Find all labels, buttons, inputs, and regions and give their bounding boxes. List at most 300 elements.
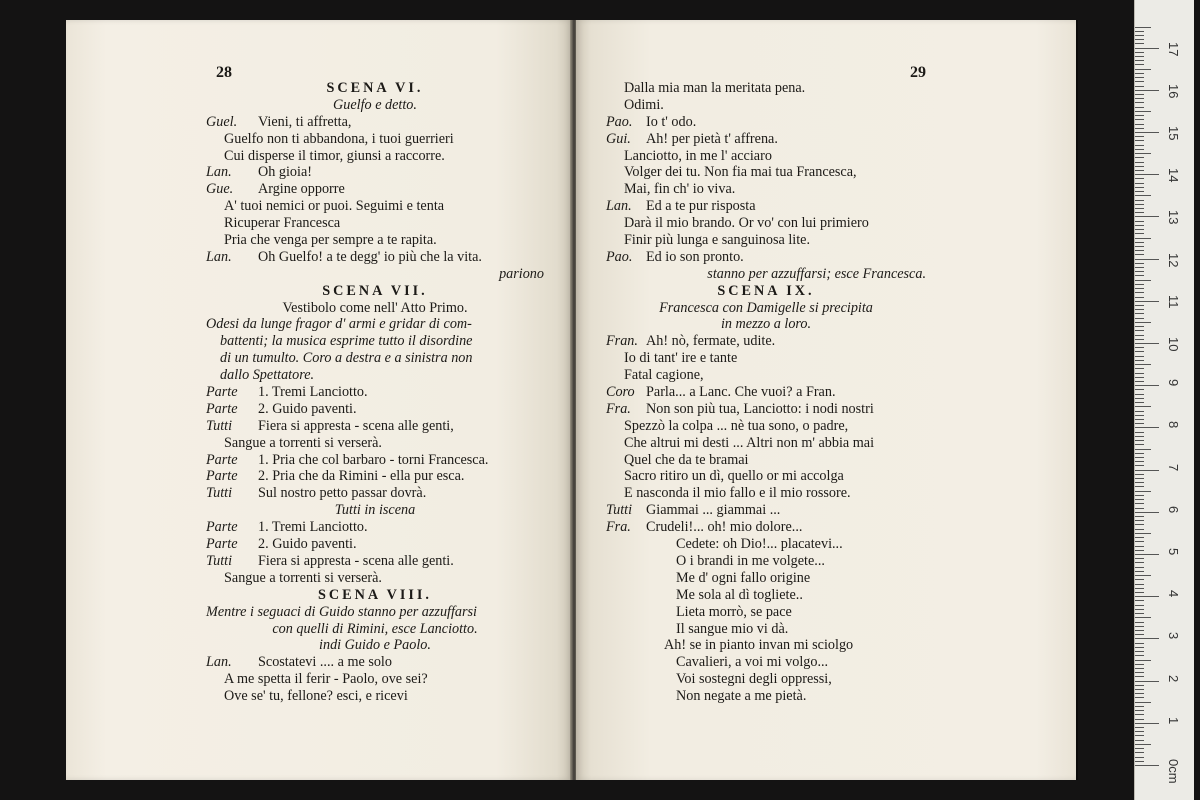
ruler-tick (1135, 309, 1144, 310)
ruler-tick (1135, 284, 1144, 285)
ruler-tick (1135, 626, 1144, 627)
ruler-tick (1135, 263, 1144, 264)
ruler-tick (1135, 423, 1144, 424)
text-line (606, 637, 926, 654)
ruler-tick (1135, 465, 1144, 466)
text-line (606, 621, 926, 638)
speaker-label: Coro (606, 384, 635, 401)
ruler-tick (1135, 495, 1144, 496)
ruler-tick (1135, 752, 1144, 753)
ruler-tick (1135, 98, 1144, 99)
ruler-tick (1135, 546, 1144, 547)
ruler-number: 9 (1166, 379, 1181, 387)
speaker-label: Gui. (606, 130, 631, 147)
ruler-tick (1135, 368, 1144, 369)
line-text: SCENA IX. (717, 282, 815, 299)
ruler-tick (1135, 655, 1144, 656)
ruler-tick (1135, 356, 1144, 357)
ruler-tick (1135, 676, 1144, 677)
ruler-tick (1135, 162, 1144, 163)
line-text: in mezzo a loro. (720, 316, 812, 333)
line-text: Non negate a me pietà. (676, 688, 807, 705)
line-text: Scostatevi .... a me solo (258, 654, 392, 671)
ruler-tick (1135, 668, 1144, 669)
ruler-tick (1135, 461, 1144, 462)
line-text: Oh gioia! (258, 164, 312, 181)
text-line (606, 418, 926, 435)
ruler-tick (1135, 250, 1144, 251)
ruler-tick (1135, 157, 1144, 158)
speaker-label: Fra. (606, 519, 631, 536)
line-text: E nasconda il mio fallo e il mio rossore. (624, 485, 851, 502)
line-text: stanno per azzuffarsi; esce Francesca. (707, 265, 926, 282)
line-text: Io t' odo. (646, 113, 697, 130)
text-line (206, 654, 544, 671)
line-text: A' tuoi nemici or puoi. Seguimi e tenta (224, 198, 445, 215)
page-number: 29 (910, 64, 926, 81)
speaker-label: Parte (206, 451, 238, 468)
ruler-tick (1135, 689, 1144, 690)
ruler-tick (1135, 710, 1144, 711)
ruler-tick (1135, 630, 1144, 631)
text-line (206, 164, 544, 181)
ruler-tick (1135, 419, 1144, 420)
speaker-label: Fra. (606, 400, 631, 417)
ruler-number: 15 (1166, 126, 1181, 141)
ruler-tick (1135, 174, 1159, 175)
ruler-tick (1135, 757, 1144, 758)
line-text: Vieni, ti affretta, (258, 113, 352, 130)
text-line (206, 536, 544, 553)
text-line (606, 164, 926, 181)
ruler-tick (1135, 221, 1144, 222)
line-text: Spezzò la colpa ... nè tua sono, o padre, (624, 417, 849, 434)
line-text: Volger dei tu. Non fia mai tua Francesca, (624, 164, 857, 181)
right-page-text (606, 80, 926, 705)
ruler-number: 4 (1166, 590, 1181, 598)
ruler-tick (1135, 719, 1144, 720)
ruler-tick (1135, 575, 1151, 576)
line-text: battenti; la musica esprime tutto il disordine (220, 333, 473, 350)
ruler-tick (1135, 339, 1144, 340)
line-text: Dalla mia man la meritata pena. (624, 80, 806, 96)
line-text: SCENA VIII. (318, 586, 432, 603)
ruler-tick (1135, 444, 1144, 445)
ruler-tick (1135, 267, 1144, 268)
line-text: Ricuperar Francesca (224, 215, 341, 232)
text-line (606, 198, 926, 215)
left-page-text (206, 80, 544, 705)
ruler-tick (1135, 520, 1144, 521)
ruler-tick (1135, 124, 1144, 125)
ruler-tick (1135, 60, 1144, 61)
line-text: Sangue a torrenti si verserà. (224, 434, 382, 451)
speaker-label: Parte (206, 536, 238, 553)
ruler-tick (1135, 107, 1144, 108)
ruler-tick (1135, 145, 1144, 146)
text-line (206, 283, 544, 300)
ruler-tick (1135, 347, 1144, 348)
ruler-tick (1135, 647, 1144, 648)
ruler-tick (1135, 457, 1144, 458)
ruler-tick (1135, 503, 1144, 504)
speaker-label: Pao. (606, 248, 633, 265)
ruler-tick (1135, 432, 1144, 433)
ruler-tick (1135, 524, 1144, 525)
ruler-tick (1135, 208, 1144, 209)
ruler-tick (1135, 233, 1144, 234)
speaker-label: Parte (206, 384, 238, 401)
text-line (206, 587, 544, 604)
ruler-tick (1135, 119, 1144, 120)
text-line (206, 300, 544, 317)
speaker-label: Fran. (606, 333, 638, 350)
ruler-tick (1135, 111, 1151, 112)
line-text: 1. Tremi Lanciotto. (258, 519, 368, 536)
line-text: 1. Pria che col barbaro - torni Francesca. (258, 451, 489, 468)
ruler-tick (1135, 740, 1144, 741)
text-line (206, 266, 544, 283)
ruler-tick (1135, 558, 1144, 559)
speaker-label: Parte (206, 400, 238, 417)
right-page (576, 20, 1076, 780)
text-line (206, 198, 544, 215)
ruler-tick (1135, 398, 1144, 399)
ruler-tick (1135, 364, 1151, 365)
ruler-tick (1135, 132, 1159, 133)
ruler-tick (1135, 617, 1151, 618)
line-text: Ed a te pur risposta (646, 198, 756, 215)
text-line (606, 553, 926, 570)
ruler-tick (1135, 516, 1144, 517)
ruler-tick (1135, 765, 1159, 766)
speaker-label: Lan. (206, 248, 232, 265)
ruler-tick (1135, 102, 1144, 103)
speaker-label: Tutti (206, 552, 233, 569)
text-line (206, 401, 544, 418)
text-line (206, 452, 544, 469)
text-line (206, 114, 544, 131)
line-text: Non son più tua, Lanciotto: i nodi nostri (646, 400, 874, 417)
ruler-tick (1135, 744, 1151, 745)
line-text: Pria che venga per sempre a te rapita. (224, 232, 437, 249)
text-line (206, 249, 544, 266)
line-text: Fiera si appresta - scena alle genti, (258, 417, 454, 434)
text-line (206, 637, 544, 654)
line-text: dallo Spettatore. (220, 367, 315, 384)
ruler-tick (1135, 136, 1144, 137)
ruler-number: 13 (1166, 210, 1181, 225)
text-line (606, 570, 926, 587)
text-line (606, 316, 926, 333)
text-line (606, 181, 926, 198)
ruler-tick (1135, 529, 1144, 530)
text-line (206, 333, 544, 350)
ruler-tick (1135, 533, 1151, 534)
ruler-tick (1135, 216, 1159, 217)
ruler-tick (1135, 600, 1144, 601)
ruler-tick (1135, 195, 1151, 196)
ruler-tick (1135, 499, 1144, 500)
ruler-tick (1135, 550, 1144, 551)
line-text: Sacro ritiro un dì, quello or mi accolga (624, 468, 844, 485)
line-text: Ove se' tu, fellone? esci, e ricevi (224, 688, 408, 705)
speaker-label: Lan. (206, 654, 232, 671)
line-text: Crudeli!... oh! mio dolore... (646, 519, 803, 536)
text-line (206, 367, 544, 384)
text-line (606, 367, 926, 384)
ruler-tick (1135, 638, 1159, 639)
ruler-tick (1135, 128, 1144, 129)
open-book (66, 20, 1078, 780)
ruler-number: 11 (1166, 294, 1181, 309)
line-text: Vestibolo come nell' Atto Primo. (282, 299, 468, 316)
line-text: Cedete: oh Dio!... placatevi... (676, 536, 843, 553)
text-line (606, 587, 926, 604)
text-line (206, 570, 544, 587)
ruler-tick (1135, 731, 1144, 732)
text-line (606, 671, 926, 688)
ruler-number: 3 (1166, 632, 1181, 640)
ruler-tick (1135, 212, 1144, 213)
speaker-label: Guel. (206, 113, 238, 130)
text-line (206, 232, 544, 249)
ruler-tick (1135, 596, 1159, 597)
ruler-tick (1135, 440, 1144, 441)
text-line (606, 131, 926, 148)
line-text: A me spetta il ferir - Paolo, ove sei? (224, 671, 428, 688)
text-line (206, 350, 544, 367)
ruler-tick (1135, 537, 1144, 538)
line-text: Ed io son pronto. (646, 248, 744, 265)
ruler-tick (1135, 178, 1144, 179)
ruler-tick (1135, 153, 1151, 154)
ruler-number: 2 (1166, 674, 1181, 682)
ruler-tick (1135, 697, 1144, 698)
ruler-tick (1135, 512, 1159, 513)
text-line (206, 131, 544, 148)
line-text: Voi sostegni degli oppressi, (676, 671, 832, 688)
ruler-tick (1135, 714, 1144, 715)
text-line (606, 148, 926, 165)
text-line (606, 468, 926, 485)
text-line (606, 536, 926, 553)
text-line (606, 654, 926, 671)
ruler-tick (1135, 402, 1144, 403)
ruler-tick (1135, 351, 1144, 352)
speaker-label: Tutti (206, 417, 233, 434)
text-line (606, 283, 926, 300)
ruler-tick (1135, 727, 1144, 728)
text-line (206, 148, 544, 165)
ruler-tick (1135, 389, 1144, 390)
ruler-number: 10 (1166, 337, 1181, 352)
text-line (206, 384, 544, 401)
text-line (606, 97, 926, 114)
ruler-tick (1135, 470, 1159, 471)
ruler-tick (1135, 271, 1144, 272)
text-line (606, 266, 926, 283)
ruler-tick (1135, 238, 1151, 239)
ruler-tick (1135, 672, 1144, 673)
ruler-tick (1135, 90, 1159, 91)
ruler-tick (1135, 259, 1159, 260)
ruler-number: 12 (1166, 252, 1181, 268)
line-text: Giammai ... giammai ... (646, 502, 781, 519)
ruler-tick (1135, 579, 1144, 580)
ruler-tick (1135, 748, 1144, 749)
ruler-number: 6 (1166, 505, 1181, 514)
ruler-tick (1135, 634, 1144, 635)
ruler-tick (1135, 39, 1144, 40)
ruler-tick (1135, 554, 1159, 555)
line-text: SCENA VI. (326, 80, 424, 96)
line-text: Sul nostro petto passar dovrà. (258, 485, 427, 502)
text-line (206, 671, 544, 688)
ruler-tick (1135, 56, 1144, 57)
ruler-tick (1135, 27, 1151, 28)
left-page (66, 20, 572, 780)
ruler-tick (1135, 94, 1144, 95)
line-text: pariono (499, 265, 544, 282)
line-text: O i brandi in me volgete... (676, 552, 825, 569)
line-text: indi Guido e Paolo. (319, 637, 431, 654)
ruler-number: 5 (1166, 548, 1181, 556)
ruler-tick (1135, 394, 1144, 395)
ruler-tick (1135, 292, 1144, 293)
ruler-tick (1135, 660, 1151, 661)
page-number: 28 (216, 64, 232, 81)
ruler-tick (1135, 613, 1144, 614)
ruler-tick (1135, 204, 1144, 205)
ruler-tick (1135, 69, 1151, 70)
ruler-tick (1135, 77, 1144, 78)
ruler-tick (1135, 685, 1144, 686)
ruler-tick (1135, 453, 1144, 454)
ruler-tick (1135, 246, 1144, 247)
text-line (606, 401, 926, 418)
ruler-tick (1135, 305, 1144, 306)
line-text: Sangue a torrenti si verserà. (224, 569, 382, 586)
line-text: Guelfo non ti abbandona, i tuoi guerrieri (224, 130, 454, 147)
line-text: Quel che da te bramai (624, 451, 749, 468)
ruler-tick (1135, 115, 1144, 116)
ruler-tick (1135, 377, 1144, 378)
ruler-tick (1135, 301, 1159, 302)
ruler-tick (1135, 322, 1151, 323)
ruler-tick (1135, 411, 1144, 412)
ruler-tick (1135, 584, 1144, 585)
text-line (606, 485, 926, 502)
line-text: Il sangue mio vi dà. (676, 620, 789, 637)
ruler-tick (1135, 229, 1144, 230)
line-text: Io di tant' ire e tante (624, 350, 738, 367)
ruler-tick (1135, 335, 1144, 336)
text-line (606, 384, 926, 401)
line-text: Finir più lunga e sanguinosa lite. (624, 232, 810, 249)
ruler-tick (1135, 385, 1159, 386)
text-line (606, 333, 926, 350)
line-text: 2. Pria che da Rimini - ella pur esca. (258, 468, 465, 485)
ruler-tick (1135, 183, 1144, 184)
line-text: 2. Guido paventi. (258, 536, 357, 553)
ruler-tick (1135, 482, 1144, 483)
ruler-tick (1135, 140, 1144, 141)
ruler-tick (1135, 330, 1144, 331)
text-line (206, 215, 544, 232)
speaker-label: Parte (206, 519, 238, 536)
ruler-tick (1135, 318, 1144, 319)
ruler-tick (1135, 592, 1144, 593)
ruler-tick (1135, 280, 1151, 281)
ruler-tick (1135, 449, 1151, 450)
ruler-tick (1135, 166, 1144, 167)
text-line (606, 435, 926, 452)
line-text: Darà il mio brando. Or vo' con lui primiero (624, 215, 869, 232)
line-text: Oh Guelfo! a te degg' io più che la vita. (258, 248, 482, 265)
line-text: Odesi da lunge fragor d' armi e gridar di com- (206, 316, 472, 333)
line-text: Me d' ogni fallo origine (676, 569, 811, 586)
text-line (206, 553, 544, 570)
ruler-tick (1135, 73, 1144, 74)
text-line (606, 604, 926, 621)
line-text: Guelfo e detto. (333, 96, 417, 113)
text-line (206, 97, 544, 114)
ruler-tick (1135, 288, 1144, 289)
measurement-ruler (1134, 0, 1194, 800)
ruler-tick (1135, 643, 1144, 644)
line-text: Argine opporre (258, 181, 345, 198)
ruler-tick (1135, 360, 1144, 361)
ruler-tick (1135, 225, 1144, 226)
ruler-tick (1135, 491, 1151, 492)
line-text: Cui disperse il timor, giunsi a raccorre. (224, 147, 445, 164)
text-line (206, 181, 544, 198)
speaker-label: Lan. (606, 198, 632, 215)
ruler-tick (1135, 43, 1144, 44)
text-line (206, 316, 544, 333)
ruler-tick (1135, 48, 1159, 49)
line-text: Fiera si appresta - scena alle genti. (258, 552, 454, 569)
ruler-tick (1135, 297, 1144, 298)
line-text: Ah! nò, fermate, udite. (646, 333, 776, 350)
text-line (206, 435, 544, 452)
ruler-tick (1135, 562, 1144, 563)
text-line (206, 418, 544, 435)
ruler-tick (1135, 571, 1144, 572)
ruler-tick (1135, 664, 1144, 665)
ruler-tick (1135, 52, 1144, 53)
ruler-tick (1135, 605, 1144, 606)
speaker-label: Tutti (206, 485, 233, 502)
text-line (606, 350, 926, 367)
ruler-tick (1135, 427, 1159, 428)
line-text: Francesca con Damigelle si precipita (659, 299, 873, 316)
ruler-tick (1135, 693, 1144, 694)
text-line (606, 249, 926, 266)
ruler-tick (1135, 187, 1144, 188)
speaker-label: Pao. (606, 113, 633, 130)
line-text: Lieta morrò, se pace (676, 603, 792, 620)
speaker-label: Gue. (206, 181, 234, 198)
ruler-tick (1135, 609, 1144, 610)
ruler-tick (1135, 81, 1144, 82)
ruler-tick (1135, 64, 1144, 65)
ruler-tick (1135, 474, 1144, 475)
ruler-tick (1135, 541, 1144, 542)
ruler-number: 8 (1166, 421, 1181, 429)
line-text: SCENA VII. (322, 282, 428, 299)
